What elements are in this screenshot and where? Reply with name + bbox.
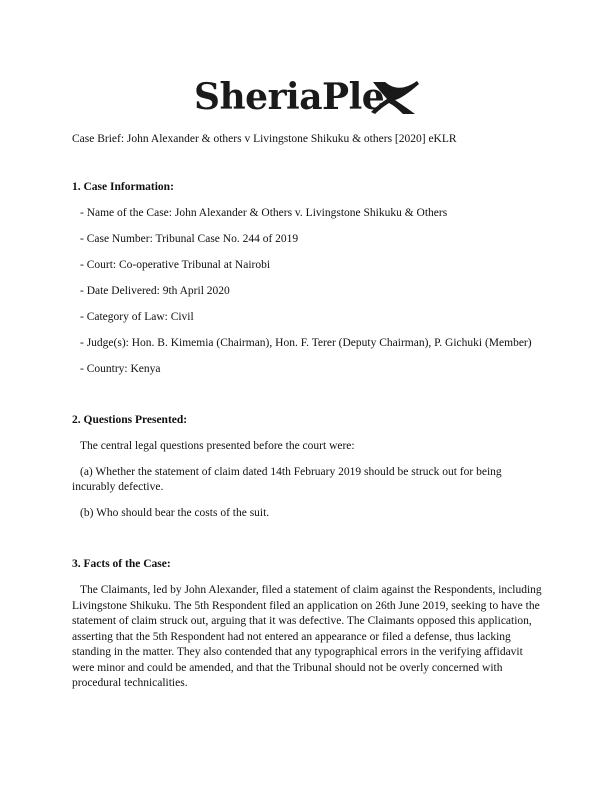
case-judges: - Judge(s): Hon. B. Kimemia (Chairman), Hon. F. Terer (Deputy Chairman), P. Gichuki (Member): [80, 337, 532, 349]
case-brief-title: Case Brief: John Alexander & others v Livingstone Shikuku & others [2020] eKLR: [72, 133, 457, 145]
case-court: - Court: Co-operative Tribunal at Nairobi: [80, 259, 271, 271]
sheriaplex-logo: [0, 72, 612, 122]
questions-intro: The central legal questions presented before the court were:: [80, 440, 355, 452]
case-date-delivered: - Date Delivered: 9th April 2020: [80, 285, 230, 297]
facts-paragraph: The Claimants, led by John Alexander, filed a statement of claim against the Respondents, including Livingstone Shikuku. The 5th Respondent filed an application on 26th June 2019, seeking to have the statement of claim struck out, arguing that it was defective. The Claimants opposed this application, asserting that the 5th Respondent had not entered an appearance or filed a defense, thus lacking standing in the matter. They also contended that any typographical errors in the verifying affidavit were minor and could be amended, and that the Tribunal should not be overly concerned with procedural technicalities.: [72, 584, 542, 689]
case-number: - Case Number: Tribunal Case No. 244 of 2019: [80, 233, 299, 245]
section-gap: [72, 388, 542, 413]
logo-wordmark: SheriaPle: [194, 76, 385, 118]
case-name: - Name of the Case: John Alexander & Others v. Livingstone Shikuku & Others: [80, 207, 448, 219]
question-a: (a) Whether the statement of claim dated 14th February 2019 should be struck out for being incurably defective.: [72, 466, 502, 493]
case-category: - Category of Law: Civil: [80, 311, 194, 323]
case-country: - Country: Kenya: [80, 363, 161, 375]
case-information-heading: 1. Case Information:: [72, 181, 174, 193]
question-b: (b) Who should bear the costs of the suit.: [80, 507, 270, 519]
questions-presented-heading: 2. Questions Presented:: [72, 414, 188, 426]
logo-x-mark: [369, 78, 421, 116]
facts-heading: 3. Facts of the Case:: [72, 558, 171, 570]
document-body: [72, 180, 542, 692]
section-gap: [72, 532, 542, 557]
